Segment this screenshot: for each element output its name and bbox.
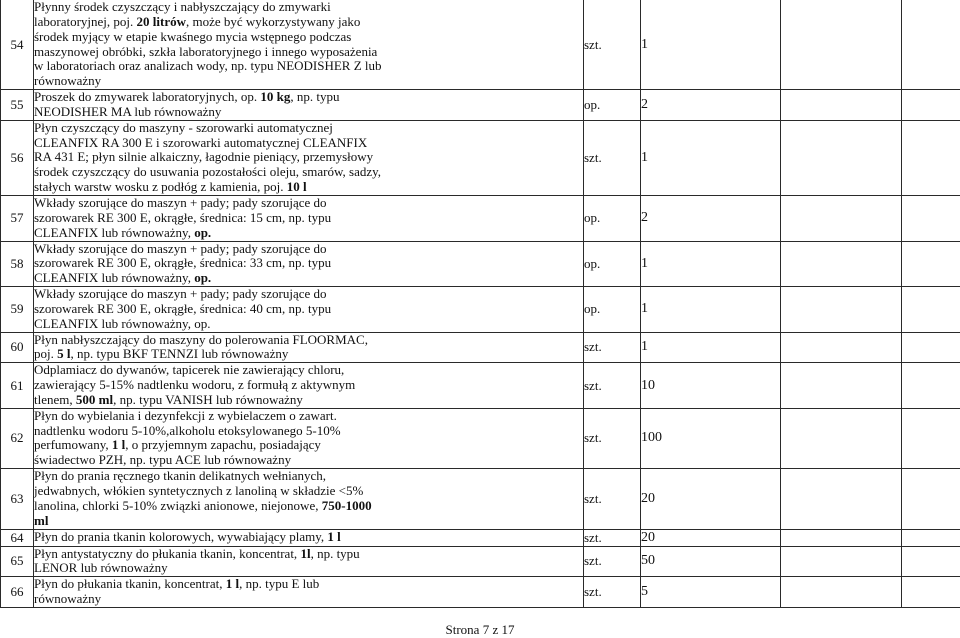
table-row: [1, 332, 960, 363]
description-text: Płynny środek czyszczący i nabłyszczający do zmywarki: [34, 0, 331, 14]
description-text: Wkłady szorujące do maszyn + pady; pady szorujące do: [34, 194, 327, 210]
unit-of-measure: szt.: [584, 332, 641, 363]
description-text-bold: 1 l: [111, 437, 126, 453]
description-text: zawierający 5-15% nadtlenku wodoru, z formułą z aktywnym: [34, 377, 356, 393]
unit-of-measure: op.: [584, 90, 641, 121]
unit-of-measure: op.: [584, 195, 641, 241]
quantity: 2: [641, 195, 781, 241]
description-text: , np. typu: [310, 545, 360, 561]
description-text: równoważny: [34, 73, 102, 89]
table-row: [1, 408, 960, 468]
page-number: Strona 7 z 17: [445, 622, 515, 637]
description-text-bold: 5 l: [57, 346, 71, 362]
unit-of-measure: szt.: [584, 363, 641, 409]
unit-price-cell: [781, 408, 902, 468]
unit-of-measure: op.: [584, 287, 641, 333]
item-description: [34, 120, 584, 195]
table-row: [1, 120, 960, 195]
description-line: [34, 59, 583, 74]
description-text: , np. typu: [290, 89, 340, 105]
quantity: 20: [641, 529, 781, 546]
item-description: [34, 90, 584, 121]
unit-price-cell: [781, 120, 902, 195]
description-line: [34, 378, 583, 393]
description-line: [34, 211, 583, 226]
description-line: [34, 271, 583, 286]
unit-of-measure: szt.: [584, 577, 641, 608]
description-line: [34, 180, 583, 195]
item-description: [34, 241, 584, 287]
description-line: [34, 121, 583, 136]
description-text: CLEANFIX RA 300 E i szorowarki automatycznej CLEANFIX: [34, 134, 368, 150]
description-text: , np. typu VANISH lub równoważny: [113, 391, 303, 407]
description-line: [34, 530, 583, 545]
description-line: [34, 196, 583, 211]
description-text: lanolina, chlorki 5-10% związki anionowe, niejonowe,: [34, 497, 322, 513]
row-number: 55: [1, 90, 34, 121]
description-text-bold: 20 litrów: [136, 13, 186, 29]
description-line: [34, 499, 583, 514]
description-text-bold: op.: [194, 270, 212, 286]
row-number: 62: [1, 408, 34, 468]
description-text: Płyn nabłyszczający do maszyny do polerowania FLOORMAC,: [34, 331, 368, 347]
description-text-bold: 1 l: [225, 576, 240, 592]
row-number: 65: [1, 546, 34, 577]
description-text: LENOR lub równoważny: [34, 560, 168, 576]
unit-price-cell: [781, 546, 902, 577]
total-value-cell: [902, 0, 960, 90]
table-row: [1, 363, 960, 409]
description-text-bold: 750-1000: [321, 497, 372, 513]
table-row: [1, 241, 960, 287]
item-description: [34, 195, 584, 241]
unit-price-cell: [781, 90, 902, 121]
description-text: stałych warstw wosku z podłóg z kamienia, poj.: [34, 179, 287, 195]
description-line: [34, 256, 583, 271]
total-value-cell: [902, 577, 960, 608]
description-text: równoważny: [34, 591, 102, 607]
description-text: CLEANFIX lub równoważny,: [34, 270, 195, 286]
description-text: maszynowej obróbki, szkła laboratoryjnego i innego wyposażenia: [34, 43, 378, 59]
unit-price-cell: [781, 577, 902, 608]
description-line: [34, 226, 583, 241]
description-line: [34, 136, 583, 151]
description-text: CLEANFIX lub równoważny, op.: [34, 315, 211, 331]
total-value-cell: [902, 90, 960, 121]
table-row: [1, 529, 960, 546]
description-line: [34, 30, 583, 45]
description-line: [34, 347, 583, 362]
description-line: [34, 105, 583, 120]
description-line: [34, 424, 583, 439]
description-text: szorowarek RE 300 E, okrągłe, średnica: 33 cm, np. typu: [34, 255, 332, 271]
description-line: [34, 302, 583, 317]
description-text: , o przyjemnym zapachu, posiadający: [125, 437, 321, 453]
table-row: [1, 0, 960, 90]
description-text: perfumowany,: [34, 437, 112, 453]
unit-price-cell: [781, 287, 902, 333]
total-value-cell: [902, 241, 960, 287]
description-text: CLEANFIX lub równoważny,: [34, 224, 195, 240]
item-description: [34, 332, 584, 363]
row-number: 64: [1, 529, 34, 546]
description-text: jedwabnych, włókien syntetycznych z lanoliną w składzie <5%: [34, 483, 364, 498]
description-text-bold: op.: [194, 224, 212, 240]
description-line: [34, 577, 583, 592]
description-line: [34, 15, 583, 30]
description-text: w laboratoriach oraz analizach wody, np. typu NEODISHER Z lub: [34, 58, 382, 74]
unit-of-measure: szt.: [584, 0, 641, 90]
quantity: 20: [641, 469, 781, 529]
description-text-bold: 500 ml: [75, 391, 114, 407]
total-value-cell: [902, 120, 960, 195]
description-line: [34, 90, 583, 105]
description-text: Płyn do prania tkanin kolorowych, wywabiający plamy,: [34, 529, 328, 545]
description-text: środek myjący w etapie kwaśnego mycia wstępnego podczas: [34, 28, 352, 44]
item-description: [34, 529, 584, 546]
row-number: 61: [1, 363, 34, 409]
description-text: laboratoryjnej, poj.: [34, 13, 137, 29]
row-number: 56: [1, 120, 34, 195]
row-number: 63: [1, 469, 34, 529]
description-text-bold: 10 kg: [260, 89, 291, 105]
description-line: [34, 317, 583, 332]
quantity: 50: [641, 546, 781, 577]
quantity: 1: [641, 287, 781, 333]
unit-price-cell: [781, 0, 902, 90]
description-text: Wkłady szorujące do maszyn + pady; pady szorujące do: [34, 286, 327, 302]
description-line: [34, 561, 583, 576]
table-row: [1, 287, 960, 333]
description-text-bold: 10 l: [286, 179, 307, 195]
description-text: poj.: [34, 346, 58, 362]
description-text-bold: 1l: [300, 545, 311, 561]
description-text: szorowarek RE 300 E, okrągłe, średnica: 40 cm, np. typu: [34, 300, 332, 316]
item-description: [34, 408, 584, 468]
description-text: Płyn antystatyczny do płukania tkanin, koncentrat,: [34, 545, 301, 561]
total-value-cell: [902, 287, 960, 333]
description-text: tlenem,: [34, 391, 76, 407]
quantity: 2: [641, 90, 781, 121]
row-number: 66: [1, 577, 34, 608]
unit-of-measure: szt.: [584, 469, 641, 529]
description-text: Proszek do zmywarek laboratoryjnych, op.: [34, 89, 261, 105]
item-table-body: [1, 0, 960, 607]
description-line: [34, 287, 583, 302]
total-value-cell: [902, 529, 960, 546]
description-line: [34, 514, 583, 529]
description-line: [34, 333, 583, 348]
total-value-cell: [902, 469, 960, 529]
quantity: 1: [641, 0, 781, 90]
description-text-bold: 1 l: [327, 529, 341, 545]
description-text: , np. typu BKF TENNZI lub równoważny: [70, 346, 289, 362]
quantity: 5: [641, 577, 781, 608]
description-line: [34, 592, 583, 607]
total-value-cell: [902, 332, 960, 363]
description-line: [34, 409, 583, 424]
total-value-cell: [902, 195, 960, 241]
item-description: [34, 363, 584, 409]
row-number: 60: [1, 332, 34, 363]
description-line: [34, 150, 583, 165]
item-description: [34, 577, 584, 608]
description-line: [34, 165, 583, 180]
quantity: 10: [641, 363, 781, 409]
row-number: 59: [1, 287, 34, 333]
description-text: świadectwo PZH, np. typu ACE lub równoważny: [34, 452, 292, 468]
unit-of-measure: szt.: [584, 546, 641, 577]
description-text: szorowarek RE 300 E, okrągłe, średnica: 15 cm, np. typu: [34, 209, 332, 225]
total-value-cell: [902, 546, 960, 577]
description-text: NEODISHER MA lub równoważny: [34, 103, 222, 119]
description-text-bold: ml: [34, 512, 49, 528]
description-line: [34, 363, 583, 378]
description-line: [34, 469, 583, 484]
row-number: 54: [1, 0, 34, 90]
description-line: [34, 45, 583, 60]
description-line: [34, 484, 583, 499]
item-description: [34, 287, 584, 333]
description-text: środek czyszczący do usuwania pozostałości oleju, smarów, sadzy,: [34, 164, 382, 180]
quantity: 1: [641, 120, 781, 195]
quantity: 100: [641, 408, 781, 468]
unit-price-cell: [781, 241, 902, 287]
description-text: nadtlenku wodoru 5-10%,alkoholu etoksylowanego 5-10%: [34, 422, 341, 438]
unit-of-measure: szt.: [584, 529, 641, 546]
table-row: [1, 90, 960, 121]
unit-of-measure: szt.: [584, 408, 641, 468]
description-text: Odplamiacz do dywanów, tapicerek nie zawierający chloru,: [34, 362, 345, 378]
description-text: , może być wykorzystywany jako: [186, 13, 361, 29]
table-row: [1, 546, 960, 577]
description-text: Płyn do prania ręcznego tkanin delikatnych wełnianych,: [34, 468, 327, 484]
description-line: [34, 393, 583, 408]
description-line: [34, 547, 583, 562]
quantity: 1: [641, 332, 781, 363]
item-description: [34, 469, 584, 529]
item-description: [34, 546, 584, 577]
description-line: [34, 0, 583, 15]
description-text: Wkłady szorujące do maszyn + pady; pady szorujące do: [34, 240, 327, 256]
unit-price-cell: [781, 332, 902, 363]
unit-price-cell: [781, 529, 902, 546]
description-text: RA 431 E; płyn silnie alkaiczny, łagodnie pieniący, przemysłowy: [34, 149, 374, 165]
description-line: [34, 453, 583, 468]
description-text: Płyn do wybielania i dezynfekcji z wybielaczem o zawart.: [34, 407, 337, 423]
row-number: 58: [1, 241, 34, 287]
unit-price-cell: [781, 195, 902, 241]
description-line: [34, 438, 583, 453]
description-line: [34, 74, 583, 89]
item-description: [34, 0, 584, 90]
description-line: [34, 242, 583, 257]
description-text: Płyn do płukania tkanin, koncentrat,: [34, 576, 226, 592]
quantity: 1: [641, 241, 781, 287]
total-value-cell: [902, 408, 960, 468]
unit-of-measure: op.: [584, 241, 641, 287]
unit-of-measure: szt.: [584, 120, 641, 195]
description-text: Płyn czyszczący do maszyny - szorowarki automatycznej: [34, 119, 333, 135]
total-value-cell: [902, 363, 960, 409]
table-row: [1, 577, 960, 608]
table-row: [1, 469, 960, 529]
unit-price-cell: [781, 469, 902, 529]
unit-price-cell: [781, 363, 902, 409]
row-number: 57: [1, 195, 34, 241]
table-row: [1, 195, 960, 241]
description-text: , np. typu E lub: [239, 576, 320, 592]
